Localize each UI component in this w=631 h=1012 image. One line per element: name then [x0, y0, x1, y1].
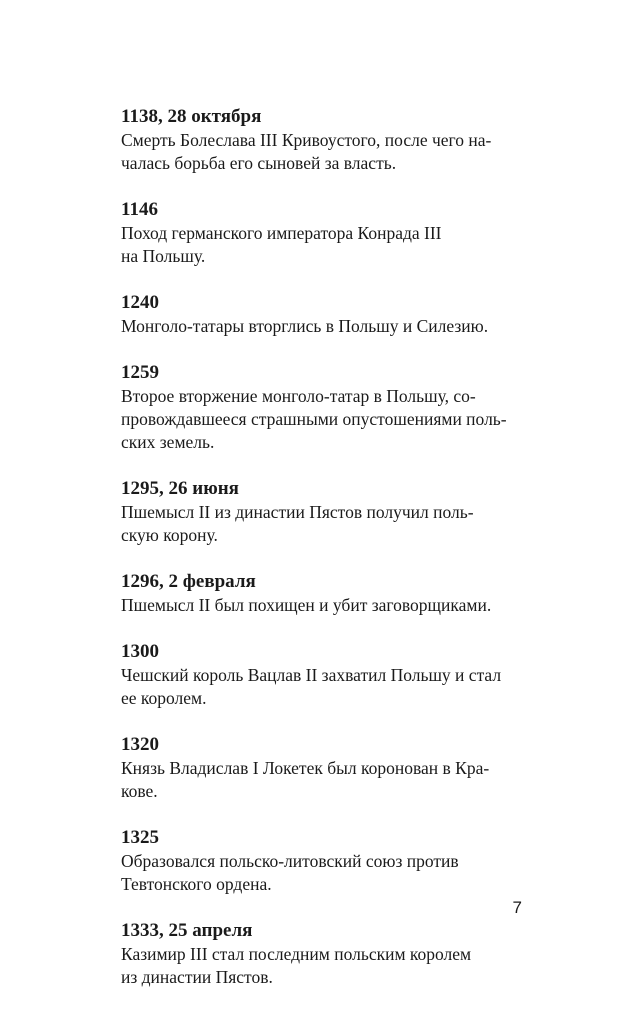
entry-date: 1146	[121, 199, 158, 220]
entry-1333	[121, 919, 521, 989]
entry-text-line: скую корону.	[121, 525, 218, 545]
entry-1138	[121, 105, 521, 175]
entry-text-line: ее королем.	[121, 688, 207, 708]
entry-1300	[121, 640, 521, 710]
entry-date: 1240	[121, 292, 159, 313]
entry-text-line: Образовался польско-литовский союз против	[121, 851, 459, 871]
entry-1295	[121, 477, 521, 547]
entry-1325	[121, 826, 521, 896]
entry-date: 1325	[121, 827, 159, 848]
entry-text-line: Казимир III стал последним польским королем	[121, 944, 472, 964]
entry-1146	[121, 198, 521, 268]
entry-text-line: Князь Владислав I Локетек был коронован в Кра-	[121, 758, 490, 778]
page-number: 7	[512, 898, 522, 917]
entry-1259	[121, 361, 521, 454]
entry-text-line: провождавшееся страшными опустошениями поль-	[121, 409, 507, 429]
entry-text-line: на Польшу.	[121, 246, 206, 266]
entry-text-line: чалась борьба его сыновей за власть.	[121, 153, 397, 173]
entry-text-line: Пшемысл II из династии Пястов получил поль-	[121, 502, 474, 522]
entry-date: 1320	[121, 734, 159, 755]
entry-date: 1295, 26 июня	[121, 478, 239, 499]
entry-date: 1296, 2 февраля	[121, 571, 256, 592]
entry-1240	[121, 291, 521, 338]
entry-text-line: Тевтонского ордена.	[121, 874, 272, 894]
entry-text-line: Монголо-татары вторглись в Польшу и Силезию.	[121, 316, 489, 336]
entry-1296	[121, 570, 521, 617]
entry-date: 1333, 25 апреля	[121, 920, 253, 941]
chronology-page	[121, 105, 521, 1012]
entry-date: 1300	[121, 641, 159, 662]
entry-1320	[121, 733, 521, 803]
entry-text-line: ских земель.	[121, 432, 215, 452]
entry-date: 1259	[121, 362, 159, 383]
entry-text-line: Поход германского императора Конрада III	[121, 223, 442, 243]
entry-text-line: из династии Пястов.	[121, 967, 273, 987]
entry-date: 1138, 28 октября	[121, 106, 262, 127]
entry-text-line: кове.	[121, 781, 158, 801]
entry-text-line: Чешский король Вацлав II захватил Польшу и стал	[121, 665, 502, 685]
entry-text-line: Пшемысл II был похищен и убит заговорщиками.	[121, 595, 492, 615]
entry-text-line: Второе вторжение монголо-татар в Польшу, со-	[121, 386, 476, 406]
entry-text-line: Смерть Болеслава III Кривоустого, после чего на-	[121, 130, 492, 150]
